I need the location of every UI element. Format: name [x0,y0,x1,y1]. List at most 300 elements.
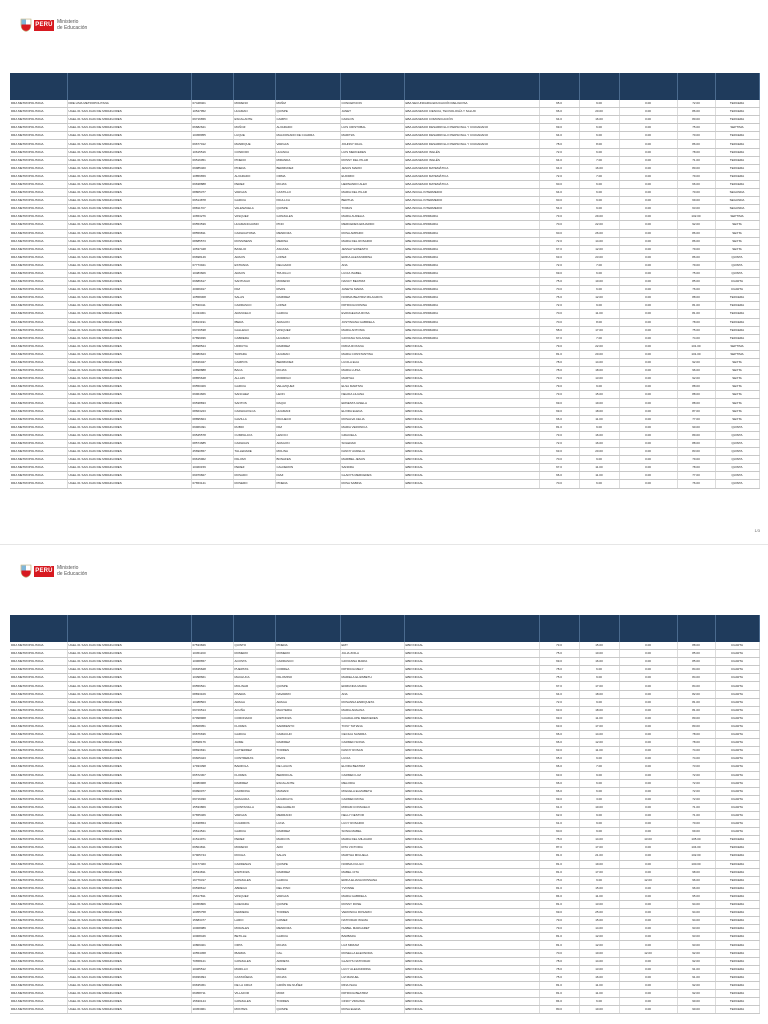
table-cell: DRA METROPOLITANA [10,140,67,148]
table-cell: DRA METROPOLITANA [10,407,67,415]
table-cell: ACOSTA [233,658,275,666]
table-row [10,860,759,868]
table-cell: MUÑIZ [275,100,340,108]
table-cell: MARIA DEL PILAR [340,189,404,197]
table-row [10,868,759,876]
table-cell: 66.0 [539,415,579,423]
table-cell: UGEL 01 SAN JUAN DE MIRAFLORES [67,763,191,771]
table-cell: EBR INICIAL [404,828,539,836]
table-cell: EBR INICIAL [404,836,539,844]
table-cell: 09716030 [191,795,233,803]
table-cell: EBR INICIAL [404,820,539,828]
table-cell: MERCEDES EDUARDO [340,221,404,229]
table-cell: UGEL 01 SAN JUAN DE MIRAFLORES [67,771,191,779]
table-cell: SEPTIMA [715,124,759,132]
table-cell: DRA METROPOLITANA [10,383,67,391]
coat-of-arms-icon [20,18,32,32]
table-cell: 76.00 [677,480,715,488]
table-cell: CUARTA [715,642,759,650]
table-cell: DRA METROPOLITANA [10,909,67,917]
table-cell: 7.00 [579,172,619,180]
table-cell: 72.0 [539,261,579,269]
table-cell: DRA METROPOLITANA [10,844,67,852]
table-cell: GIOVANA SOLANGE [340,334,404,342]
table-row [10,650,759,658]
peru-badge: PERÚ [34,566,54,577]
header-cell [715,73,759,100]
table-cell: DRA METROPOLITANA [10,310,67,318]
table-cell: 0.00 [619,682,677,690]
table-cell: UGEL 01 SAN JUAN DE MIRAFLORES [67,286,191,294]
table-cell: UGEL 01 SAN JUAN DE MIRAFLORES [67,367,191,375]
table-cell: 16.00 [579,431,619,439]
table-cell: DRA METROPOLITANA [10,213,67,221]
table-cell: CUARTA [715,278,759,286]
table-cell: 0.00 [619,771,677,779]
table-cell: CUARTA [715,763,759,771]
table-cell: 0.00 [619,172,677,180]
header-cell [677,615,715,642]
minedu-logo [20,564,130,580]
table-cell: CUARTA [715,690,759,698]
table-cell: 11.00 [579,310,619,318]
ministry-line-2: de Educación [57,571,88,577]
table-cell: 81.0 [539,860,579,868]
table-cell: UGEL 01 SAN JUAN DE MIRAFLORES [67,722,191,730]
table-cell: PINEDA [233,164,275,172]
table-cell: TAIPARA [233,350,275,358]
table-cell: 11.00 [579,464,619,472]
table-cell: 77.00 [677,472,715,480]
table-cell: 69.0 [539,795,579,803]
table-cell: ROJAS [275,973,340,981]
table-cell: 61.0 [539,803,579,811]
table-cell: 6.00 [579,148,619,156]
table-row [10,941,759,949]
table-cell: 75.0 [539,650,579,658]
table-cell: ROJAS [275,180,340,188]
table-cell: 81.0 [539,423,579,431]
table-cell: TERCERA [715,884,759,892]
table-cell: 18.00 [579,706,619,714]
table-cell: DRA METROPOLITANA [10,901,67,909]
table-cell: EBR INICIAL [404,383,539,391]
table-cell: MANRIQUE [233,140,275,148]
table-cell: JANET [340,108,404,116]
table-cell: 94.00 [677,917,715,925]
table-cell: UGEL 01 SAN JUAN DE MIRAFLORES [67,180,191,188]
table-cell: 22.00 [579,221,619,229]
table-cell: UGEL 01 SAN JUAN DE MIRAFLORES [67,399,191,407]
table-cell: JESUS MARIO [340,164,404,172]
table-cell: 08855648 [191,375,233,383]
table-row [10,706,759,714]
table-cell: 06813191 [191,318,233,326]
table-cell: EBR INICIAL [404,787,539,795]
header-cell [67,615,191,642]
table-cell: CARHUAS [233,439,275,447]
table-cell: EBR INICIAL [404,876,539,884]
table-cell: NELIDA LILIANA [340,391,404,399]
table-cell: 67.0 [539,334,579,342]
table-cell: 0.00 [619,237,677,245]
table-cell: HUAMAN [275,334,340,342]
table-cell: ARAOS [233,269,275,277]
table-cell: 0.00 [619,472,677,480]
table-cell: 0.00 [619,124,677,132]
table-cell: 71.00 [677,156,715,164]
table-cell: ROMERO [233,650,275,658]
table-row [10,747,759,755]
table-cell: DRA METROPOLITANA [10,820,67,828]
table-cell: DRE LIMA METROPOLITANA [67,100,191,108]
table-cell: MENDOZA [275,925,340,933]
table-cell: 17.00 [579,868,619,876]
table-cell: 10554458 [191,949,233,957]
table-cell: 84.0 [539,892,579,900]
table-body [10,100,759,488]
table-cell: 63.0 [539,747,579,755]
header-cell [191,615,233,642]
table-cell: 15617811 [191,892,233,900]
table-cell: DRA METROPOLITANA [10,973,67,981]
table-cell: UGEL 01 SAN JUAN DE MIRAFLORES [67,779,191,787]
table-cell: DRA METROPOLITANA [10,763,67,771]
table-cell: 72.00 [677,795,715,803]
table-cell: 85.00 [677,278,715,286]
table-cell: 75.0 [539,674,579,682]
table-cell: RAMIREZ [275,342,340,350]
table-cell: EBR INICIAL [404,990,539,998]
table-cell: PEREZ [233,464,275,472]
table-cell: EBR INICIAL [404,998,539,1006]
table-cell: 03177460 [191,860,233,868]
table-cell: 09605423 [191,755,233,763]
table-cell: EBR INICIAL [404,666,539,674]
table-cell: EMY [340,642,404,650]
table-cell: EBR INICIAL [404,706,539,714]
table-cell: EBA AVANZADO MATEMÁTICA [404,172,539,180]
table-cell: EBR INICIAL [404,747,539,755]
table-row [10,973,759,981]
table-cell: IBARRA [233,949,275,957]
table-cell: ISABEL MARGARET [340,925,404,933]
table-cell: 7.00 [579,334,619,342]
table-cell: 78.0 [539,666,579,674]
table-cell: EBR INICIAL [404,342,539,350]
table-cell: UGEL 01 SAN JUAN DE MIRAFLORES [67,261,191,269]
table-cell: 63.0 [539,706,579,714]
table-cell: TERCERA [715,925,759,933]
table-cell: 16.00 [579,439,619,447]
table-cell: 72.00 [677,787,715,795]
table-cell: MORI [275,990,340,998]
table-cell: 95.00 [677,892,715,900]
table-cell: SEXTA [715,359,759,367]
table-cell: 91.00 [677,973,715,981]
table-cell: UGEL 01 SAN JUAN DE MIRAFLORES [67,973,191,981]
table-cell: 18.00 [579,367,619,375]
table-cell: DRA METROPOLITANA [10,990,67,998]
table-cell: 08663223 [191,407,233,415]
table-cell: 79.00 [677,456,715,464]
table-cell: ALVARADO [275,124,340,132]
table-row [10,965,759,973]
table-cell: 14.00 [579,925,619,933]
table-cell: MARIA DEL MILAGRO [340,836,404,844]
table-cell: TERCERA [715,132,759,140]
table-cell: 64.0 [539,164,579,172]
table-cell: QUINTA [715,456,759,464]
table-cell: 75.0 [539,278,579,286]
table-cell: 08805377 [191,189,233,197]
table-cell: SEPTIMA [715,350,759,358]
table-cell: ROSA SABINA [340,480,404,488]
table-cell: 80.0 [539,1006,579,1014]
table-cell: 10483606 [191,269,233,277]
table-cell: 0.00 [619,650,677,658]
table-cell: 0.00 [619,965,677,973]
table-cell: UGEL 01 SAN JUAN DE MIRAFLORES [67,731,191,739]
table-cell: 16.00 [579,973,619,981]
table-cell: 09514878 [191,197,233,205]
table-cell: PATRICIA MELY [340,666,404,674]
header-cell [233,615,275,642]
table-cell: DRA METROPOLITANA [10,156,67,164]
table-cell: FRIDA ROXANA [340,342,404,350]
table-cell: DRA METROPOLITANA [10,658,67,666]
table-cell: 91.00 [677,965,715,973]
table-cell: 10.00 [579,949,619,957]
table-cell: 81.0 [539,933,579,941]
table-cell: 80.00 [677,116,715,124]
table-cell: DRA METROPOLITANA [10,811,67,819]
table-cell: RAMIREZ [233,779,275,787]
table-cell: 61.0 [539,820,579,828]
table-cell: 58.0 [539,326,579,334]
table-cell: CARDENAS [233,860,275,868]
table-cell: UGEL 01 SAN JUAN DE MIRAFLORES [67,375,191,383]
table-cell: EBR INICIAL [404,731,539,739]
table-cell: FLORES [233,722,275,730]
table-cell: 86.00 [677,237,715,245]
table-cell: 89.00 [677,431,715,439]
table-cell: 94.00 [677,909,715,917]
table-row [10,690,759,698]
table-cell: 0.00 [619,464,677,472]
table-cell: ABREGU [233,884,275,892]
table-cell: SEXTA [715,375,759,383]
table-cell: 79.00 [677,172,715,180]
table-cell: CUARTA [715,731,759,739]
table-cell: DRA METROPOLITANA [10,448,67,456]
table-cell: 62.0 [539,811,579,819]
table-cell: 16779317 [191,876,233,884]
table-cell: 63.00 [677,205,715,213]
table-cell: UGEL 01 SAN JUAN DE MIRAFLORES [67,892,191,900]
table-cell: 66.0 [539,779,579,787]
table-cell: MARIA AURELIA [340,213,404,221]
table-cell: DRA METROPOLITANA [10,941,67,949]
table-cell: 7.00 [579,156,619,164]
table-cell: 10465512 [191,965,233,973]
table-cell: DRA METROPOLITANA [10,771,67,779]
table-cell: 07655466 [191,811,233,819]
table-cell: 0.00 [619,423,677,431]
table-cell: EBA AVANZADO INGLÉS [404,156,539,164]
table-cell: GONZALES [233,876,275,884]
table-cell: 94.00 [677,901,715,909]
table-cell: JOHNNY RAUL [340,140,404,148]
table-cell: TERCERA [715,326,759,334]
table-row [10,925,759,933]
table-cell: DRA METROPOLITANA [10,884,67,892]
table-row [10,148,759,156]
table-cell: CARMEN LUZ [340,771,404,779]
table-cell: EBA AVANZADO MATEMÁTICA [404,180,539,188]
table-cell: DRA METROPOLITANA [10,795,67,803]
table-cell: 3.00 [579,795,619,803]
table-cell: UGEL 01 SAN JUAN DE MIRAFLORES [67,164,191,172]
table-cell: GLADYS NATIVIDAD [340,957,404,965]
table-cell: 10080968 [191,779,233,787]
table-cell: SALAS [233,294,275,302]
table-cell: MARITZA [340,132,404,140]
table-cell: MALDONADO DE CUADRA [275,132,340,140]
table-cell: 08811707 [191,205,233,213]
table-cell: 104.00 [677,844,715,852]
table-cell: 6.00 [579,124,619,132]
table-cell: 0.00 [619,973,677,981]
table-cell: 16.00 [579,164,619,172]
table-row [10,917,759,925]
table-cell: 09729514 [191,706,233,714]
table-cell: 84.0 [539,998,579,1006]
table-cell: 81.0 [539,990,579,998]
ministry-name [57,565,87,577]
table-cell: DRA METROPOLITANA [10,650,67,658]
table-cell: EBE INICIAL/PRIMARIA [404,245,539,253]
table-cell: ROJAS [275,941,340,949]
table-cell: 08833109 [191,690,233,698]
table-cell: TERCERA [715,156,759,164]
table-cell: 40969917 [191,286,233,294]
table-cell: UGEL 01 SAN JUAN DE MIRAFLORES [67,957,191,965]
table-cell: TERCERA [715,998,759,1006]
table-cell: 0.00 [619,415,677,423]
table-cell: 0.00 [619,197,677,205]
table-cell: DRA METROPOLITANA [10,464,67,472]
table-cell: QUINTA [715,253,759,261]
table-cell: PINEDA [275,480,340,488]
table-cell: EBR INICIAL [404,884,539,892]
table-cell: DRA METROPOLITANA [10,439,67,447]
table-cell: 11.00 [579,747,619,755]
table-cell: 9.00 [579,771,619,779]
table-row [10,415,759,423]
table-cell: EBE INICIAL/PRIMARIA [404,237,539,245]
table-cell: DRA METROPOLITANA [10,787,67,795]
table-cell: 54.0 [539,205,579,213]
table-row [10,472,759,480]
table-cell: 0.00 [619,909,677,917]
header-cell [539,73,579,100]
table-cell: EBA INICIAL INTERMEDIO [404,189,539,197]
table-cell: 14.00 [579,957,619,965]
table-cell: TERCERA [715,180,759,188]
table-cell: DE LA CRUZ [233,981,275,989]
table-cell: DRA METROPOLITANA [10,642,67,650]
table-cell: 72.00 [677,771,715,779]
table-cell: 10615516 [191,148,233,156]
table-cell: 0.00 [619,302,677,310]
table-row [10,892,759,900]
table-cell: VASQUEZ [233,892,275,900]
table-cell: 67.0 [539,464,579,472]
table-cell: 79.0 [539,383,579,391]
table-row [10,213,759,221]
table-cell: CARHUATOMA [233,229,275,237]
table-cell: 09964666 [191,391,233,399]
table-cell: TERCERA [715,310,759,318]
table-cell: DRA METROPOLITANA [10,998,67,1006]
table-cell: MARTHA [340,375,404,383]
table-cell: 96.00 [677,876,715,884]
table-cell: TERCERA [715,172,759,180]
table-row [10,1006,759,1014]
table-cell: 0.00 [619,731,677,739]
table-cell: ALVARADO [233,172,275,180]
table-cell: UGEL 01 SAN JUAN DE MIRAFLORES [67,811,191,819]
table-cell: MACHUCA [233,674,275,682]
table-cell: 10458955 [191,132,233,140]
table-cell: 64.0 [539,690,579,698]
table-cell: TERCERA [715,1006,759,1014]
table-row [10,731,759,739]
table-cell: 0.00 [619,722,677,730]
table-cell: GUEVARA [233,901,275,909]
table-cell: DRA METROPOLITANA [10,189,67,197]
table-cell: 92.00 [677,949,715,957]
table-cell: 64.0 [539,116,579,124]
ministry-line-1: Ministerio [57,565,79,571]
table-cell: 09615962 [191,456,233,464]
table-cell: 09504811 [191,844,233,852]
table-cell: SEPTIMA [715,342,759,350]
table-cell: DRA METROPOLITANA [10,375,67,383]
table-cell: CUARTA [715,787,759,795]
table-cell: EBE INICIAL/PRIMARIA [404,334,539,342]
header-cell [10,615,67,642]
table-cell: MARIA CONSTANTINA [340,350,404,358]
table-cell: VILLAFOR [233,990,275,998]
table-cell: 66.00 [677,180,715,188]
table-row [10,124,759,132]
table-cell: EBR INICIAL [404,375,539,383]
table-cell: 92.00 [677,359,715,367]
table-cell: 13.00 [579,901,619,909]
table-cell: UGEL 01 SAN JUAN DE MIRAFLORES [67,245,191,253]
table-cell: 07530411 [191,302,233,310]
table-cell: TERCERA [715,876,759,884]
header-cell [10,73,67,100]
table-cell: PINEDO [233,156,275,164]
table-cell: CALDERON [275,464,340,472]
table-cell: HUARCAYA [275,795,340,803]
table-cell: EDMUNDA MARIA [340,682,404,690]
table-cell: LEON [275,391,340,399]
table-cell: 72.00 [677,779,715,787]
